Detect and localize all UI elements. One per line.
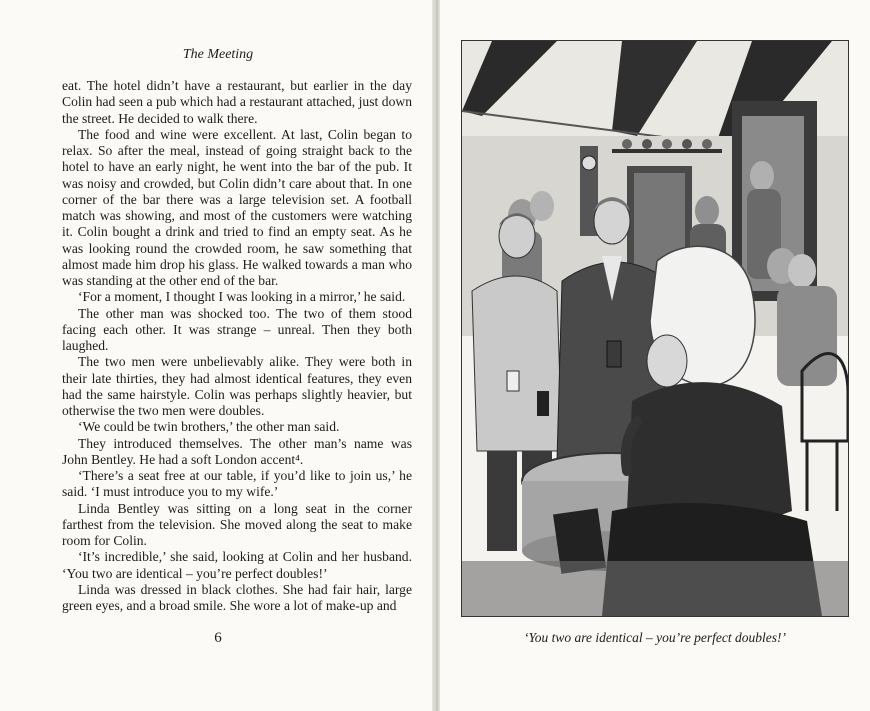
paragraph: ‘There’s a seat free at our table, if you’d like to join us,’ he said. ‘I must introduce you to my wife.’ xyxy=(62,468,412,500)
paragraph: ‘For a moment, I thought I was looking in a mirror,’ he said. xyxy=(78,289,406,305)
paragraph: They introduced themselves. The other man’s name was John Bentley. He had a soft London accent⁴. xyxy=(62,435,412,467)
paragraph: ‘We could be twin brothers,’ the other man said. xyxy=(78,419,340,435)
illustration-caption: ‘You two are identical – you’re perfect doubles!’ xyxy=(523,630,787,645)
paragraph: ‘It’s incredible,’ she said, looking at Colin and her husband. ‘You two are identical – you’re perfect doubles!’ xyxy=(62,549,412,581)
paragraph: eat. The hotel didn’t have a restaurant, but earlier in the day Colin had seen a pub which had a restaurant attached, just down the street. He decided to walk there. xyxy=(62,78,412,126)
paragraph: The two men were unbelievably alike. They were both in their late thirties, they had almost identical features, they even had the same hairstyle. Colin was perhaps slightly heavier, but otherwise the two men were doubles. xyxy=(62,354,412,418)
pub-illustration xyxy=(461,40,849,617)
paragraph: The food and wine were excellent. At last, Colin began to relax. So after the meal, instead of going straight back to the hotel to have an early night, he went into the bar of the pub. It was noisy and crowded, but Colin didn’t care about that. In one corner of the bar there was a large television set. A football match was showing, and most of the customers were watching it. Colin bought a drink and tried to find an empty seat. As he was looking round the crowded room, he saw something that almost made him drop his glass. He walked towards a man who was standing at the other end of the bar. xyxy=(62,126,412,288)
page-number: 6 xyxy=(214,630,222,646)
running-head: The Meeting xyxy=(182,47,254,62)
paragraph: The other man was shocked too. The two of them stood facing each other. It was strange – unreal. Then they both laughed. xyxy=(62,305,412,353)
paragraph: Linda was dressed in black clothes. She had fair hair, large green eyes, and a broad smile. She wore a lot of make-up and xyxy=(62,581,412,613)
body-text xyxy=(62,78,412,614)
paragraph: Linda Bentley was sitting on a long seat in the corner farthest from the television. She moved along the seat to make room for Colin. xyxy=(62,500,412,548)
